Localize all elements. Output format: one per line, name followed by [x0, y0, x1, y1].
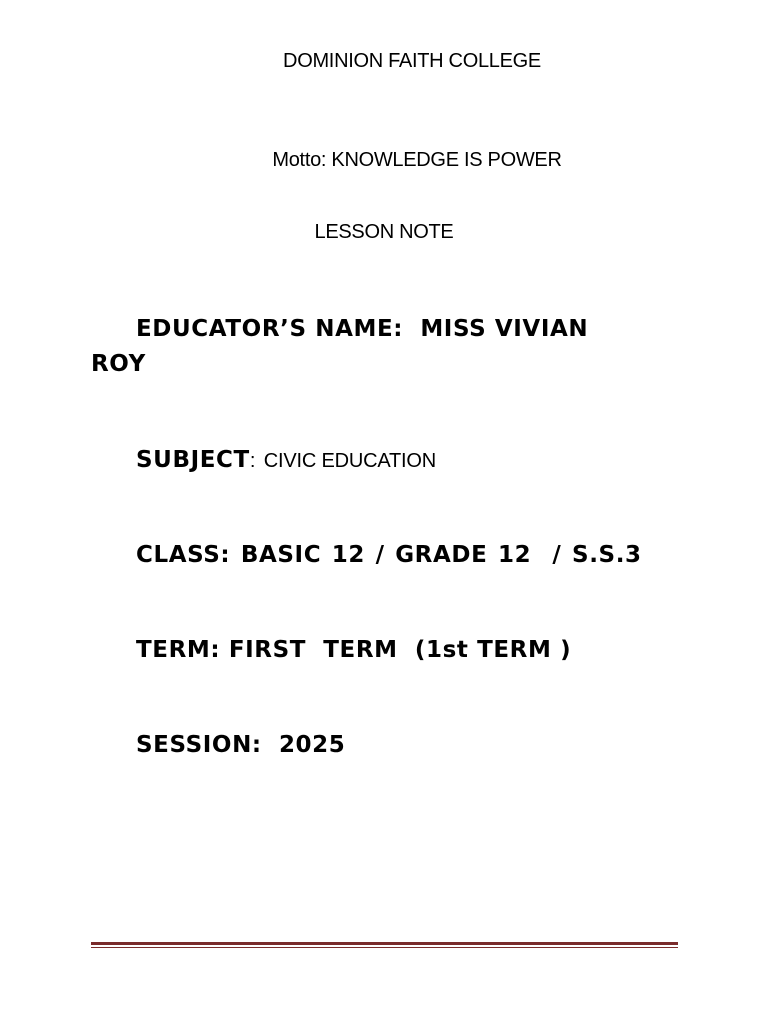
- class-value: BASIC 12 / GRADE 12 / S.S.3: [240, 542, 642, 568]
- term-field: [136, 633, 571, 667]
- footer-rule-thin: [91, 947, 678, 948]
- educator-field: [91, 312, 651, 382]
- motto: Motto: KNOWLEDGE IS POWER: [272, 149, 562, 171]
- term-value: FIRST TERM (1st TERM ): [228, 637, 572, 663]
- session-label: SESSION:: [136, 732, 262, 758]
- term-label: TERM:: [136, 637, 221, 663]
- educator-label: EDUCATOR’S NAME:: [136, 316, 404, 342]
- educator-value: MISS VIVIAN ROY: [91, 316, 589, 377]
- footer-rule: [91, 942, 678, 945]
- subject-value: CIVIC EDUCATION: [263, 450, 436, 472]
- subject-label: SUBJECT: [136, 447, 250, 473]
- session-value: 2025: [278, 732, 346, 758]
- school-name: DOMINION FAITH COLLEGE: [283, 50, 541, 72]
- class-label: CLASS:: [136, 542, 231, 568]
- document-title: LESSON NOTE: [314, 221, 454, 243]
- subject-field: [136, 443, 436, 478]
- class-field: [136, 538, 642, 572]
- session-field: [136, 728, 345, 762]
- subject-separator: :: [249, 450, 256, 472]
